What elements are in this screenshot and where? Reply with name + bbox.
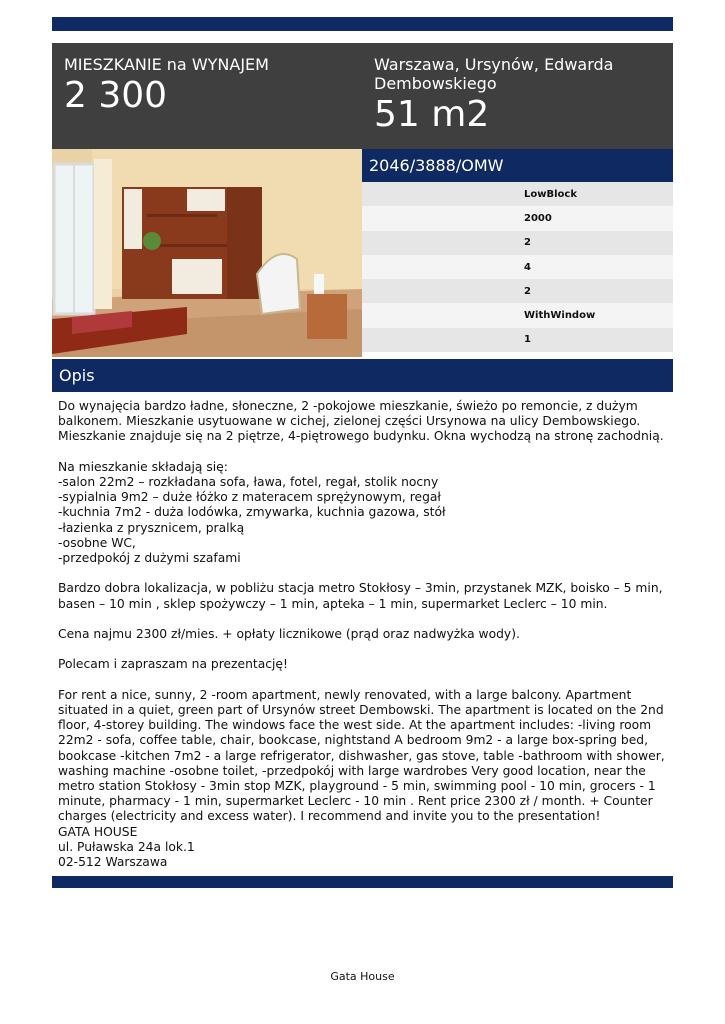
paragraph-gap <box>58 642 670 657</box>
description-paragraph: -salon 22m2 – rozkładana sofa, ława, fotel, regał, stolik nocny <box>58 475 439 489</box>
spec-value: 1 <box>524 334 531 346</box>
price: 2 300 <box>64 75 168 116</box>
description-paragraph: Do wynajęcia bardzo ładne, słoneczne, 2 -pokojowe mieszkanie, świeżo po remoncie, z dużym balkonem. Mieszkanie usytuowane w cichej, zielonej części Ursynowa na ulicy Dembowskiego. Mieszkanie znajduje się na 2 piętrze, 4-piętrowego budynku. Okna wychodzą na stronę zachodnią. <box>58 399 664 444</box>
apartment-photo <box>52 149 362 357</box>
spec-value: 2 <box>524 285 531 297</box>
header-right <box>374 55 664 135</box>
spec-row <box>362 255 673 279</box>
listing-header <box>52 43 673 149</box>
description-paragraph: For rent a nice, sunny, 2 -room apartment, newly renovated, with a large balcony. Apartment situated in a quiet, green part of Ursynów street Dembowski. The apartment is located on the 2nd floor, 4-storey building. The windows face the west side. At the apartment includes: -living room 22m2 - sofa, coffee table, chair, bookcase, nightstand A bedroom 9m2 - a large box-spring bed, bookcase -kitchen 7m2 - a large refrigerator, dishwasher, gas stove, table -bathroom with shower, washing machine -osobne toilet, -przedpokój with large wardrobes Very good location, near the metro station Stokłosy - 3min stop MZK, playground - 5 min, swimming pool - 10 min, grocers - 1 minute, pharmacy - 1 min, supermarket Leclerc - 10 min . Rent price 2300 zł / month. + Counter charges (electricity and excess water). I recommend and invite you to the presentation! <box>58 687 665 824</box>
paragraph-gap <box>58 445 670 460</box>
listing-type: MIESZKANIE na WYNAJEM <box>64 55 269 74</box>
spec-value: 2000 <box>524 212 552 224</box>
description-paragraph: -kuchnia 7m2 - duża lodówka, zmywarka, kuchnia gazowa, stół <box>58 505 446 520</box>
description-paragraph: -osobne WC, <box>58 535 136 550</box>
spec-value: WithWindow <box>524 310 596 322</box>
description-paragraph: Bardzo dobra lokalizacja, w pobliżu stacja metro Stokłosy – 3min, przystanek MZK, boisko – 5 min, basen – 10 min , sklep spożywczy – 1 min, apteka – 1 min, supermarket Leclerc – 10 min. <box>58 581 663 611</box>
footer-agency: Gata House <box>330 970 395 983</box>
description-paragraph: Cena najmu 2300 zł/mies. + opłaty licznikowe (prąd oraz nadwyżka wody). <box>58 627 520 641</box>
bottom-accent-bar <box>52 876 673 888</box>
description-paragraph: -przedpokój z dużymi szafami <box>58 551 241 566</box>
spec-table <box>362 182 673 352</box>
description-heading: Opis <box>52 359 673 392</box>
description-paragraph: Polecam i zapraszam na prezentację! <box>58 657 288 672</box>
description-paragraph: -łazienka z prysznicem, pralką <box>58 520 245 535</box>
spec-row <box>362 182 673 206</box>
description-paragraph: -sypialnia 9m2 – duże łóżko z materacem sprężynowym, regał <box>58 490 441 505</box>
paragraph-gap <box>58 612 670 627</box>
location: Warszawa, Ursynów, Edwarda Dembowskiego <box>374 55 614 93</box>
top-accent-bar <box>52 17 673 31</box>
spec-value: 2 <box>524 237 531 249</box>
area: 51 m2 <box>374 94 490 135</box>
agency-name: GATA HOUSE <box>58 824 138 839</box>
paragraph-gap <box>58 566 670 581</box>
spec-row <box>362 231 673 255</box>
header-left <box>64 55 354 116</box>
spec-row <box>362 206 673 230</box>
spec-row <box>362 328 673 352</box>
spec-row <box>362 303 673 327</box>
spec-value: LowBlock <box>524 188 577 200</box>
spec-row <box>362 279 673 303</box>
agency-street: ul. Puławska 24a lok.1 <box>58 839 195 854</box>
paragraph-gap <box>58 673 670 688</box>
description-body <box>58 399 670 870</box>
agency-city: 02-512 Warszawa <box>58 855 168 870</box>
description-paragraph: Na mieszkanie składają się: <box>58 459 228 474</box>
listing-reference: 2046/3888/OMW <box>362 149 673 182</box>
spec-value: 4 <box>524 261 531 273</box>
